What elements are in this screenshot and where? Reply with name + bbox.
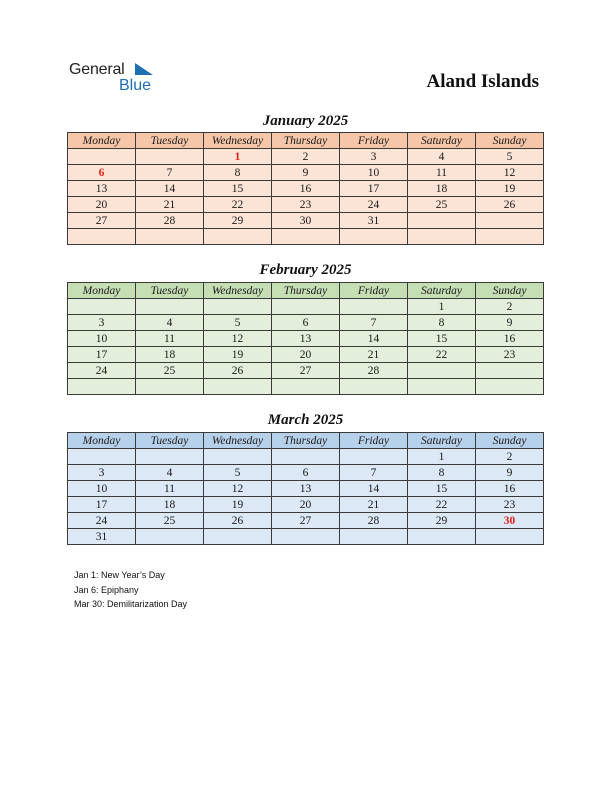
day-cell: 21 <box>136 197 204 213</box>
holiday-list <box>74 568 187 612</box>
day-cell: 22 <box>408 347 476 363</box>
day-cell: 17 <box>68 497 136 513</box>
day-cell <box>476 363 544 379</box>
day-cell: 25 <box>136 363 204 379</box>
day-cell: 12 <box>204 331 272 347</box>
weekday-header: Friday <box>340 133 408 149</box>
weekday-header: Sunday <box>476 433 544 449</box>
day-cell <box>340 299 408 315</box>
day-cell: 3 <box>340 149 408 165</box>
day-cell: 24 <box>68 363 136 379</box>
day-cell <box>136 449 204 465</box>
day-cell <box>68 449 136 465</box>
day-cell: 3 <box>68 315 136 331</box>
day-cell <box>272 299 340 315</box>
day-cell: 6 <box>272 465 340 481</box>
day-cell: 16 <box>272 181 340 197</box>
week-row <box>68 229 544 245</box>
weekday-header: Tuesday <box>136 283 204 299</box>
day-cell: 10 <box>340 165 408 181</box>
day-cell: 1 <box>204 149 272 165</box>
day-cell: 5 <box>476 149 544 165</box>
weekday-header: Friday <box>340 433 408 449</box>
day-cell: 14 <box>340 331 408 347</box>
week-row <box>68 347 544 363</box>
day-cell: 18 <box>408 181 476 197</box>
day-cell: 25 <box>136 513 204 529</box>
logo-triangle-icon <box>135 63 153 77</box>
holiday-item: Jan 6: Epiphany <box>74 584 139 595</box>
day-cell: 5 <box>204 315 272 331</box>
day-cell: 29 <box>204 213 272 229</box>
week-row <box>68 481 544 497</box>
day-cell: 19 <box>204 497 272 513</box>
day-cell: 30 <box>476 513 544 529</box>
week-row <box>68 331 544 347</box>
weekday-header-row <box>68 133 544 149</box>
day-cell <box>340 449 408 465</box>
week-row <box>68 363 544 379</box>
day-cell: 4 <box>408 149 476 165</box>
day-cell: 9 <box>476 465 544 481</box>
day-cell: 19 <box>476 181 544 197</box>
day-cell: 12 <box>204 481 272 497</box>
day-cell <box>68 229 136 245</box>
day-cell: 30 <box>272 213 340 229</box>
day-cell: 9 <box>476 315 544 331</box>
day-cell: 22 <box>408 497 476 513</box>
day-cell <box>136 529 204 545</box>
day-cell: 8 <box>408 315 476 331</box>
day-cell: 2 <box>476 299 544 315</box>
month-title-february: February 2025 <box>259 262 352 278</box>
weekday-header: Monday <box>68 283 136 299</box>
day-cell: 17 <box>340 181 408 197</box>
day-cell: 7 <box>340 315 408 331</box>
day-cell <box>340 379 408 395</box>
day-cell: 26 <box>476 197 544 213</box>
day-cell: 8 <box>204 165 272 181</box>
day-cell <box>408 529 476 545</box>
day-cell: 18 <box>136 347 204 363</box>
day-cell <box>476 529 544 545</box>
day-cell: 31 <box>68 529 136 545</box>
day-cell: 14 <box>340 481 408 497</box>
day-cell: 7 <box>136 165 204 181</box>
calendar-february <box>67 282 544 395</box>
week-row <box>68 497 544 513</box>
week-row <box>68 465 544 481</box>
day-cell: 28 <box>340 513 408 529</box>
holiday-item: Jan 1: New Year’s Day <box>74 570 165 580</box>
day-cell <box>204 229 272 245</box>
day-cell: 21 <box>340 347 408 363</box>
day-cell: 20 <box>68 197 136 213</box>
day-cell: 13 <box>272 481 340 497</box>
day-cell <box>408 379 476 395</box>
week-row <box>68 449 544 465</box>
day-cell: 29 <box>408 513 476 529</box>
day-cell: 10 <box>68 481 136 497</box>
day-cell <box>204 449 272 465</box>
day-cell <box>136 299 204 315</box>
week-row <box>68 165 544 181</box>
logo-text-blue: Blue <box>119 77 152 94</box>
day-cell: 27 <box>272 513 340 529</box>
day-cell: 11 <box>136 331 204 347</box>
calendar-march <box>67 432 544 545</box>
day-cell <box>68 379 136 395</box>
day-cell <box>340 229 408 245</box>
week-row <box>68 181 544 197</box>
day-cell: 2 <box>272 149 340 165</box>
day-cell: 6 <box>272 315 340 331</box>
week-row <box>68 315 544 331</box>
day-cell: 19 <box>204 347 272 363</box>
day-cell <box>272 379 340 395</box>
weekday-header: Monday <box>68 433 136 449</box>
day-cell: 28 <box>340 363 408 379</box>
day-cell: 31 <box>340 213 408 229</box>
day-cell <box>272 229 340 245</box>
day-cell <box>204 379 272 395</box>
day-cell: 27 <box>272 363 340 379</box>
day-cell: 13 <box>272 331 340 347</box>
day-cell: 11 <box>408 165 476 181</box>
day-cell <box>68 299 136 315</box>
month-title-january: January 2025 <box>262 113 349 129</box>
day-cell: 15 <box>408 331 476 347</box>
day-cell <box>272 529 340 545</box>
weekday-header: Friday <box>340 283 408 299</box>
day-cell: 15 <box>408 481 476 497</box>
day-cell: 18 <box>136 497 204 513</box>
day-cell: 22 <box>204 197 272 213</box>
week-row <box>68 379 544 395</box>
day-cell: 16 <box>476 481 544 497</box>
day-cell <box>408 363 476 379</box>
day-cell: 6 <box>68 165 136 181</box>
country-title: Aland Islands <box>426 71 539 92</box>
day-cell: 15 <box>204 181 272 197</box>
weekday-header: Sunday <box>476 283 544 299</box>
day-cell: 23 <box>476 497 544 513</box>
week-row <box>68 513 544 529</box>
day-cell <box>476 213 544 229</box>
calendar-january <box>67 132 544 245</box>
month-title-march: March 2025 <box>267 412 344 428</box>
day-cell: 9 <box>272 165 340 181</box>
weekday-header: Wednesday <box>204 433 272 449</box>
generalblue-logo <box>69 61 159 97</box>
day-cell: 5 <box>204 465 272 481</box>
day-cell: 25 <box>408 197 476 213</box>
day-cell: 21 <box>340 497 408 513</box>
day-cell: 24 <box>340 197 408 213</box>
day-cell: 1 <box>408 449 476 465</box>
weekday-header: Saturday <box>408 283 476 299</box>
day-cell: 26 <box>204 363 272 379</box>
day-cell <box>136 379 204 395</box>
day-cell: 20 <box>272 497 340 513</box>
day-cell <box>408 229 476 245</box>
weekday-header: Sunday <box>476 133 544 149</box>
weekday-header: Wednesday <box>204 133 272 149</box>
day-cell <box>204 299 272 315</box>
weekday-header: Thursday <box>272 283 340 299</box>
weekday-header: Tuesday <box>136 133 204 149</box>
week-row <box>68 197 544 213</box>
day-cell: 14 <box>136 181 204 197</box>
weekday-header: Wednesday <box>204 283 272 299</box>
weekday-header: Saturday <box>408 433 476 449</box>
day-cell: 2 <box>476 449 544 465</box>
day-cell <box>136 229 204 245</box>
day-cell: 27 <box>68 213 136 229</box>
day-cell: 20 <box>272 347 340 363</box>
day-cell <box>68 149 136 165</box>
weekday-header: Tuesday <box>136 433 204 449</box>
day-cell: 23 <box>272 197 340 213</box>
logo-text-general: General <box>69 61 125 78</box>
day-cell <box>476 229 544 245</box>
day-cell: 12 <box>476 165 544 181</box>
day-cell <box>340 529 408 545</box>
day-cell <box>476 379 544 395</box>
week-row <box>68 299 544 315</box>
day-cell: 4 <box>136 315 204 331</box>
weekday-header: Saturday <box>408 133 476 149</box>
day-cell: 28 <box>136 213 204 229</box>
day-cell <box>204 529 272 545</box>
day-cell: 8 <box>408 465 476 481</box>
weekday-header: Thursday <box>272 433 340 449</box>
holiday-item: Mar 30: Demilitarization Day <box>74 599 188 609</box>
day-cell: 11 <box>136 481 204 497</box>
day-cell: 10 <box>68 331 136 347</box>
weekday-header: Thursday <box>272 133 340 149</box>
weekday-header-row <box>68 283 544 299</box>
day-cell: 3 <box>68 465 136 481</box>
day-cell: 24 <box>68 513 136 529</box>
day-cell: 26 <box>204 513 272 529</box>
day-cell: 7 <box>340 465 408 481</box>
day-cell: 1 <box>408 299 476 315</box>
day-cell: 17 <box>68 347 136 363</box>
day-cell: 13 <box>68 181 136 197</box>
day-cell <box>408 213 476 229</box>
week-row <box>68 529 544 545</box>
day-cell: 23 <box>476 347 544 363</box>
day-cell: 4 <box>136 465 204 481</box>
weekday-header-row <box>68 433 544 449</box>
day-cell <box>136 149 204 165</box>
week-row <box>68 213 544 229</box>
week-row <box>68 149 544 165</box>
day-cell: 16 <box>476 331 544 347</box>
weekday-header: Monday <box>68 133 136 149</box>
day-cell <box>272 449 340 465</box>
